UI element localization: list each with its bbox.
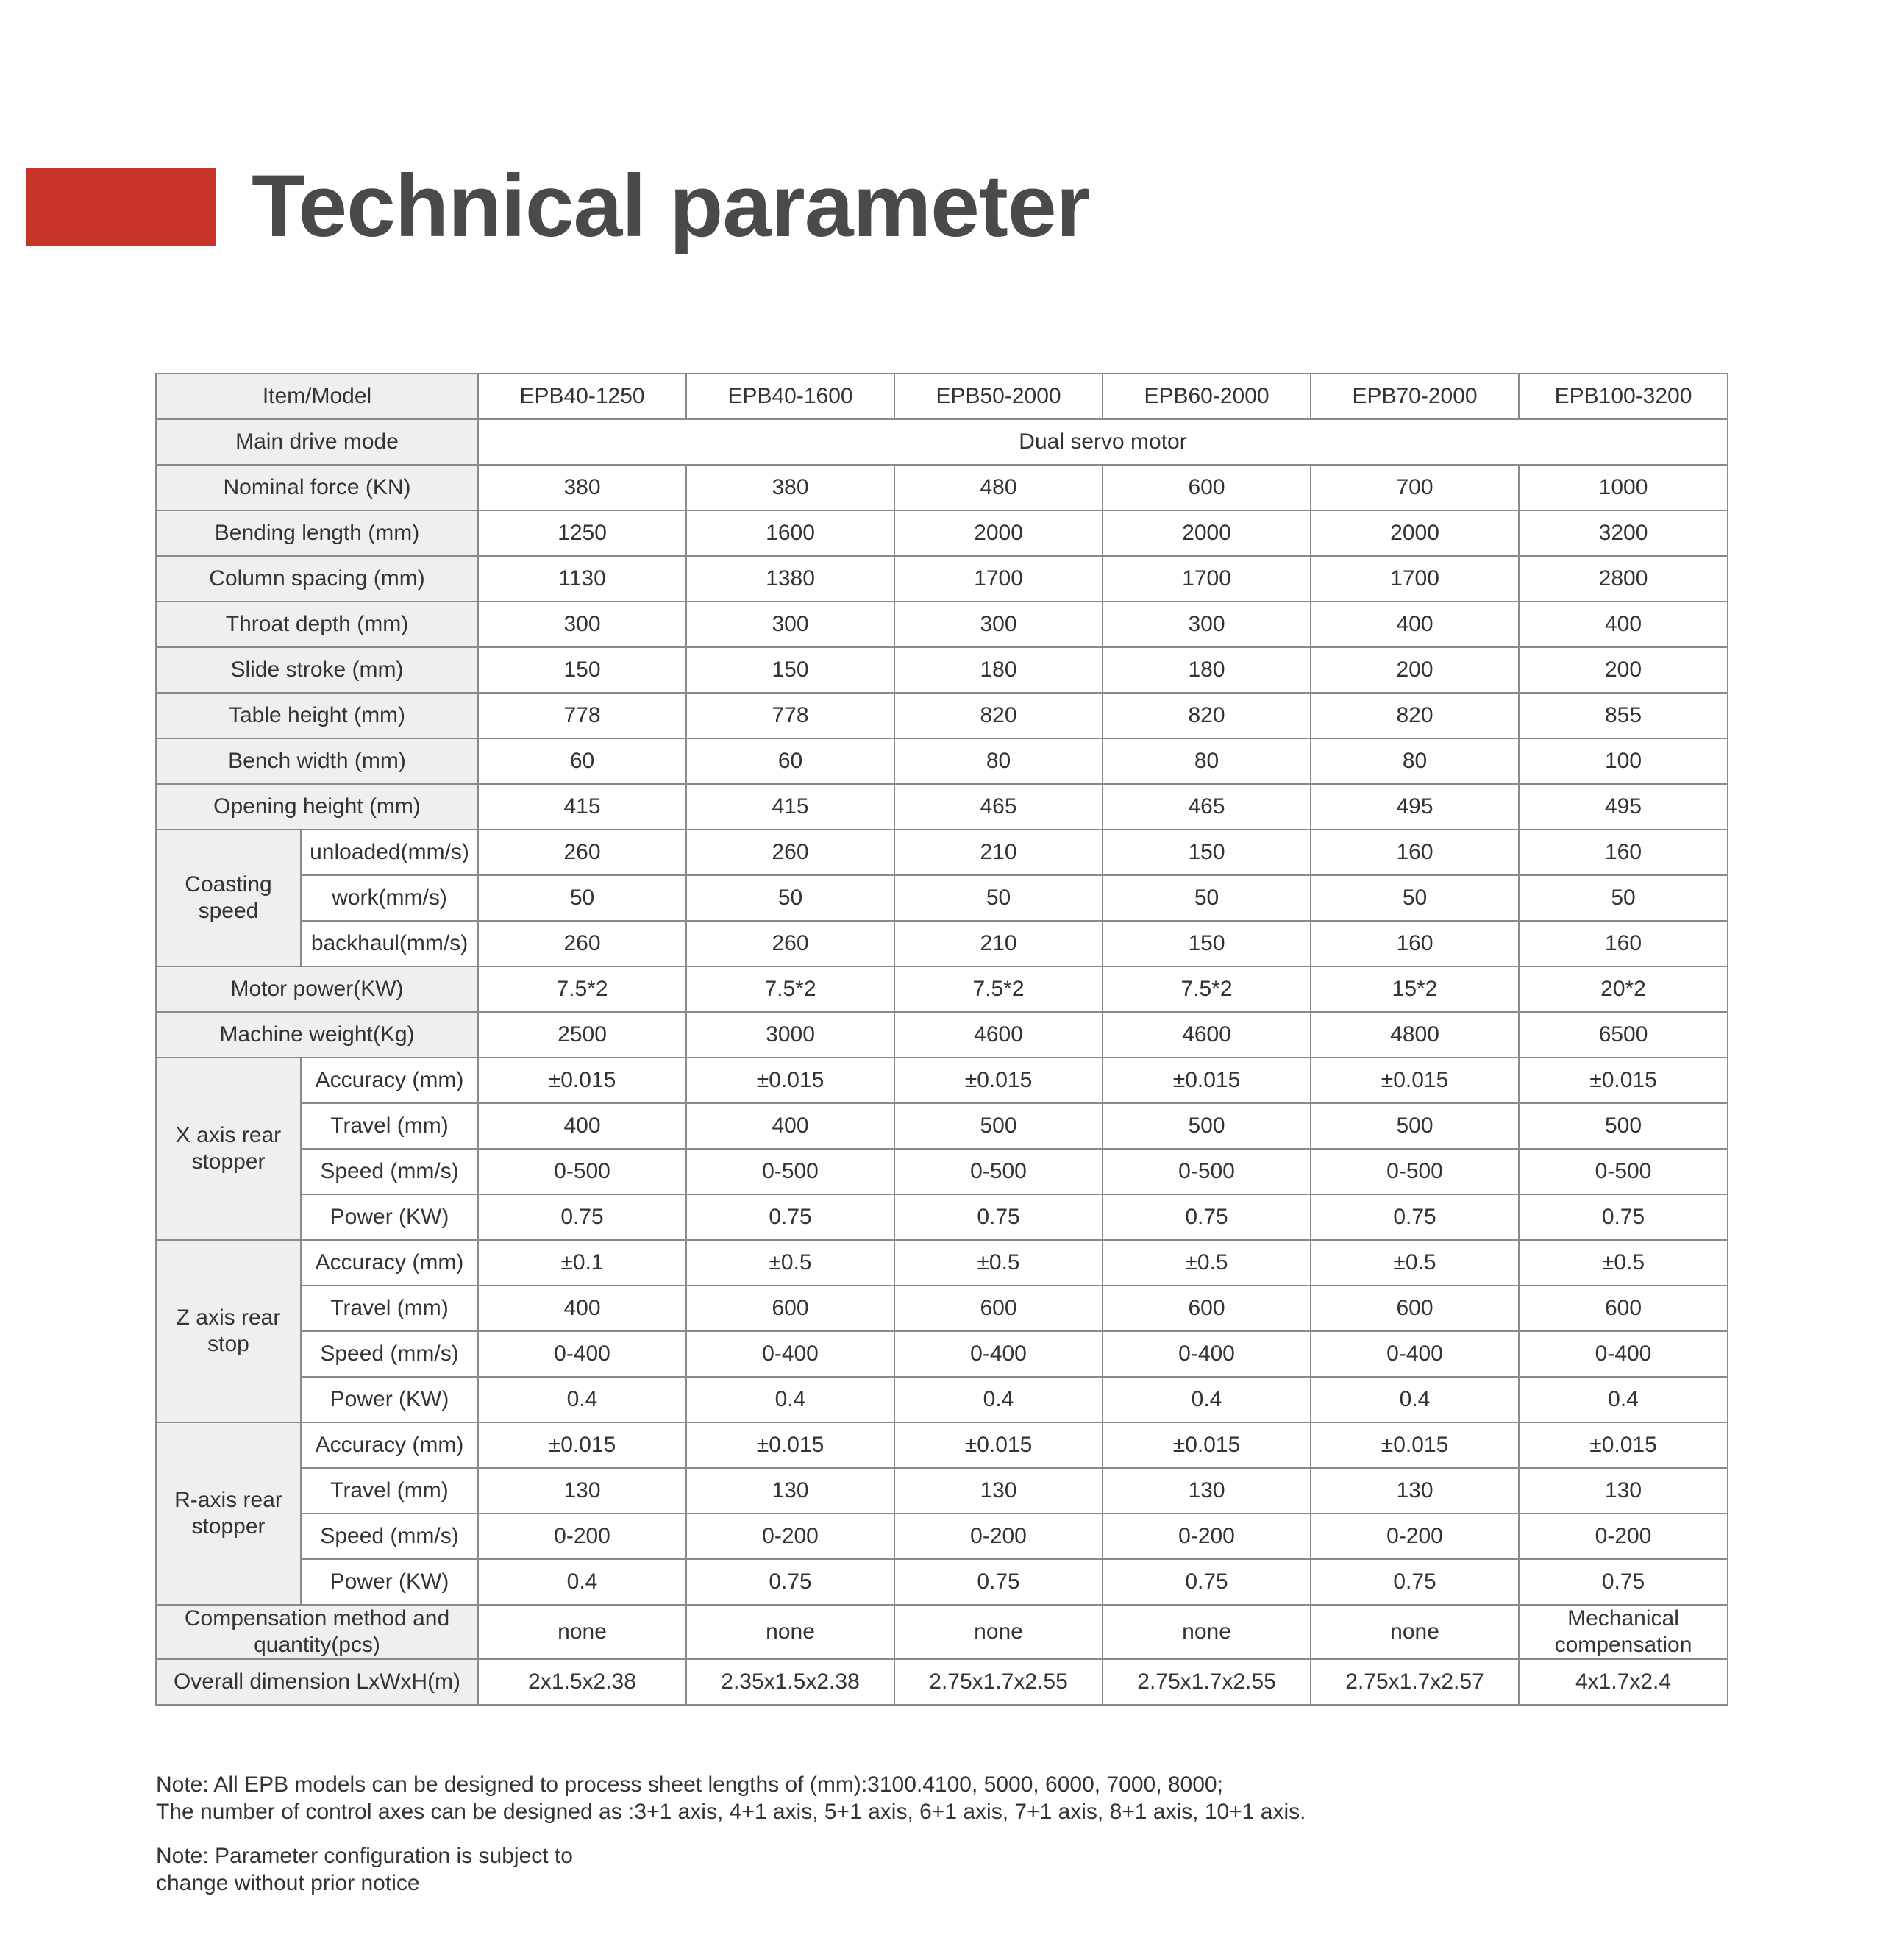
- value-cell: 130: [1311, 1468, 1519, 1514]
- value-cell: 130: [1519, 1468, 1728, 1514]
- table-row: [156, 1514, 1728, 1559]
- value-cell: 778: [478, 693, 686, 738]
- value-cell: 0-500: [478, 1149, 686, 1194]
- main-drive-value: Dual servo motor: [478, 419, 1728, 465]
- model-header: EPB40-1250: [478, 374, 686, 419]
- value-cell: ±0.015: [686, 1422, 894, 1468]
- value-cell: none: [894, 1605, 1103, 1659]
- value-cell: 2500: [478, 1012, 686, 1058]
- value-cell: 600: [1103, 1286, 1311, 1331]
- row-label: Table height (mm): [156, 693, 478, 738]
- value-cell: ±0.5: [1519, 1240, 1728, 1286]
- value-cell: 150: [1103, 921, 1311, 966]
- value-cell: 415: [686, 784, 894, 830]
- value-cell: 0-400: [478, 1331, 686, 1377]
- sub-row-label: Accuracy (mm): [301, 1240, 478, 1286]
- value-cell: 2.75x1.7x2.57: [1311, 1659, 1519, 1705]
- value-cell: ±0.5: [1311, 1240, 1519, 1286]
- value-cell: none: [686, 1605, 894, 1659]
- row-label: Overall dimension LxWxH(m): [156, 1659, 478, 1705]
- table-row: [156, 966, 1728, 1012]
- value-cell: 0.75: [686, 1559, 894, 1605]
- note-line-3: Note: Parameter configuration is subject to: [156, 1844, 573, 1868]
- value-cell: 1130: [478, 556, 686, 602]
- value-cell: 0-500: [686, 1149, 894, 1194]
- value-cell: 80: [1103, 738, 1311, 784]
- value-cell: 500: [1519, 1103, 1728, 1149]
- value-cell: 7.5*2: [478, 966, 686, 1012]
- table-row: [156, 1058, 1728, 1103]
- group-label: X axis rear stopper: [156, 1058, 301, 1240]
- value-cell: 180: [1103, 647, 1311, 693]
- sub-row-label: Power (KW): [301, 1194, 478, 1240]
- value-cell: ±0.015: [1519, 1058, 1728, 1103]
- group-label: Coasting speed: [156, 830, 301, 966]
- value-cell: 0-400: [686, 1331, 894, 1377]
- table-row: [156, 784, 1728, 830]
- value-cell: ±0.5: [1103, 1240, 1311, 1286]
- value-cell: 50: [1311, 875, 1519, 921]
- sub-row-label: work(mm/s): [301, 875, 478, 921]
- table-row: [156, 1559, 1728, 1605]
- value-cell: 1380: [686, 556, 894, 602]
- table-row: [156, 1468, 1728, 1514]
- value-cell: 160: [1311, 830, 1519, 875]
- value-cell: 0.75: [1311, 1559, 1519, 1605]
- sub-row-label: Speed (mm/s): [301, 1149, 478, 1194]
- value-cell: 60: [478, 738, 686, 784]
- value-cell: Mechanical compensation: [1519, 1605, 1728, 1659]
- value-cell: 500: [894, 1103, 1103, 1149]
- value-cell: 0-500: [1519, 1149, 1728, 1194]
- row-label: Opening height (mm): [156, 784, 478, 830]
- row-label: Throat depth (mm): [156, 602, 478, 647]
- value-cell: 1000: [1519, 465, 1728, 510]
- value-cell: 160: [1311, 921, 1519, 966]
- row-label: Bending length (mm): [156, 510, 478, 556]
- table-row: [156, 1194, 1728, 1240]
- table-row: [156, 1422, 1728, 1468]
- sub-row-label: backhaul(mm/s): [301, 921, 478, 966]
- page-title: Technical parameter: [252, 157, 1090, 255]
- value-cell: 0-200: [1103, 1514, 1311, 1559]
- value-cell: 6500: [1519, 1012, 1728, 1058]
- value-cell: 600: [1519, 1286, 1728, 1331]
- value-cell: 500: [1311, 1103, 1519, 1149]
- table-row: [156, 875, 1728, 921]
- value-cell: 4800: [1311, 1012, 1519, 1058]
- value-cell: 0.4: [478, 1377, 686, 1422]
- value-cell: 50: [894, 875, 1103, 921]
- value-cell: 7.5*2: [686, 966, 894, 1012]
- value-cell: 0.4: [894, 1377, 1103, 1422]
- table-row: [156, 602, 1728, 647]
- value-cell: 1700: [1311, 556, 1519, 602]
- table-row: [156, 693, 1728, 738]
- value-cell: 0.75: [1519, 1559, 1728, 1605]
- value-cell: 0-400: [1103, 1331, 1311, 1377]
- value-cell: 4x1.7x2.4: [1519, 1659, 1728, 1705]
- value-cell: 130: [894, 1468, 1103, 1514]
- value-cell: ±0.015: [1103, 1058, 1311, 1103]
- row-label: Column spacing (mm): [156, 556, 478, 602]
- value-cell: 0.75: [1103, 1559, 1311, 1605]
- spec-table: [155, 373, 1728, 1706]
- value-cell: ±0.015: [686, 1058, 894, 1103]
- value-cell: 130: [478, 1468, 686, 1514]
- table-row: [156, 556, 1728, 602]
- value-cell: 380: [478, 465, 686, 510]
- row-label: Motor power(KW): [156, 966, 478, 1012]
- sub-row-label: Power (KW): [301, 1377, 478, 1422]
- value-cell: 0.75: [894, 1194, 1103, 1240]
- header-item-model: Item/Model: [156, 374, 478, 419]
- value-cell: 260: [478, 921, 686, 966]
- value-cell: 0-200: [894, 1514, 1103, 1559]
- value-cell: 200: [1311, 647, 1519, 693]
- value-cell: 1600: [686, 510, 894, 556]
- value-cell: 400: [1519, 602, 1728, 647]
- sub-row-label: unloaded(mm/s): [301, 830, 478, 875]
- value-cell: ±0.015: [894, 1058, 1103, 1103]
- row-label: Bench width (mm): [156, 738, 478, 784]
- value-cell: 0-500: [1103, 1149, 1311, 1194]
- value-cell: 415: [478, 784, 686, 830]
- table-row: [156, 1103, 1728, 1149]
- value-cell: 300: [1103, 602, 1311, 647]
- value-cell: 60: [686, 738, 894, 784]
- table-row: [156, 1331, 1728, 1377]
- value-cell: 700: [1311, 465, 1519, 510]
- value-cell: 0.75: [1519, 1194, 1728, 1240]
- value-cell: 150: [478, 647, 686, 693]
- model-header: EPB100-3200: [1519, 374, 1728, 419]
- row-label: Compensation method and quantity(pcs): [156, 1605, 478, 1659]
- value-cell: 600: [894, 1286, 1103, 1331]
- value-cell: 20*2: [1519, 966, 1728, 1012]
- value-cell: ±0.015: [478, 1058, 686, 1103]
- value-cell: ±0.1: [478, 1240, 686, 1286]
- value-cell: ±0.015: [1311, 1422, 1519, 1468]
- value-cell: 50: [1519, 875, 1728, 921]
- value-cell: 495: [1519, 784, 1728, 830]
- value-cell: 200: [1519, 647, 1728, 693]
- model-header: EPB60-2000: [1103, 374, 1311, 419]
- value-cell: 150: [1103, 830, 1311, 875]
- title-accent-bar: [26, 168, 216, 246]
- value-cell: 0-400: [1519, 1331, 1728, 1377]
- value-cell: ±0.015: [478, 1422, 686, 1468]
- value-cell: 380: [686, 465, 894, 510]
- row-label: Machine weight(Kg): [156, 1012, 478, 1058]
- group-label: R-axis rear stopper: [156, 1422, 301, 1605]
- table-row: [156, 1377, 1728, 1422]
- group-label: Z axis rear stop: [156, 1240, 301, 1422]
- value-cell: 2x1.5x2.38: [478, 1659, 686, 1705]
- value-cell: 100: [1519, 738, 1728, 784]
- value-cell: 80: [894, 738, 1103, 784]
- value-cell: 3000: [686, 1012, 894, 1058]
- row-label: Nominal force (KN): [156, 465, 478, 510]
- value-cell: 1250: [478, 510, 686, 556]
- value-cell: 2.35x1.5x2.38: [686, 1659, 894, 1705]
- row-label: Slide stroke (mm): [156, 647, 478, 693]
- table-row: [156, 1149, 1728, 1194]
- value-cell: ±0.5: [894, 1240, 1103, 1286]
- sub-row-label: Speed (mm/s): [301, 1514, 478, 1559]
- value-cell: 3200: [1519, 510, 1728, 556]
- value-cell: 130: [686, 1468, 894, 1514]
- value-cell: 465: [1103, 784, 1311, 830]
- value-cell: 0-200: [478, 1514, 686, 1559]
- value-cell: 0.75: [894, 1559, 1103, 1605]
- sub-row-label: Travel (mm): [301, 1468, 478, 1514]
- table-row: [156, 1240, 1728, 1286]
- value-cell: 1700: [1103, 556, 1311, 602]
- value-cell: 160: [1519, 830, 1728, 875]
- value-cell: ±0.015: [1519, 1422, 1728, 1468]
- table-row: [156, 1605, 1728, 1659]
- value-cell: 820: [1103, 693, 1311, 738]
- table-row: [156, 1012, 1728, 1058]
- value-cell: 130: [1103, 1468, 1311, 1514]
- value-cell: 820: [894, 693, 1103, 738]
- value-cell: 2000: [1103, 510, 1311, 556]
- value-cell: none: [1103, 1605, 1311, 1659]
- note-line-2: The number of control axes can be designed as :3+1 axis, 4+1 axis, 5+1 axis, 6+1 axis, 7+1 axis, 8+1 axis, 10+1 axis.: [156, 1800, 1306, 1824]
- value-cell: 300: [894, 602, 1103, 647]
- value-cell: 180: [894, 647, 1103, 693]
- value-cell: 600: [686, 1286, 894, 1331]
- sub-row-label: Accuracy (mm): [301, 1058, 478, 1103]
- value-cell: 210: [894, 921, 1103, 966]
- value-cell: 260: [478, 830, 686, 875]
- model-header: EPB70-2000: [1311, 374, 1519, 419]
- value-cell: 400: [478, 1103, 686, 1149]
- model-header: EPB40-1600: [686, 374, 894, 419]
- value-cell: 160: [1519, 921, 1728, 966]
- value-cell: 400: [1311, 602, 1519, 647]
- value-cell: 2800: [1519, 556, 1728, 602]
- value-cell: 480: [894, 465, 1103, 510]
- value-cell: 15*2: [1311, 966, 1519, 1012]
- value-cell: 778: [686, 693, 894, 738]
- value-cell: 260: [686, 830, 894, 875]
- value-cell: none: [1311, 1605, 1519, 1659]
- sub-row-label: Accuracy (mm): [301, 1422, 478, 1468]
- value-cell: none: [478, 1605, 686, 1659]
- value-cell: 4600: [894, 1012, 1103, 1058]
- table-row: [156, 374, 1728, 419]
- value-cell: 7.5*2: [1103, 966, 1311, 1012]
- value-cell: 0-500: [1311, 1149, 1519, 1194]
- value-cell: 210: [894, 830, 1103, 875]
- value-cell: 0.4: [1311, 1377, 1519, 1422]
- note-line-1: Note: All EPB models can be designed to process sheet lengths of (mm):3100.4100, 5000, 6000, 7000, 8000;: [156, 1772, 1223, 1797]
- value-cell: 0.75: [1103, 1194, 1311, 1240]
- table-row: [156, 419, 1728, 465]
- value-cell: 1700: [894, 556, 1103, 602]
- value-cell: 7.5*2: [894, 966, 1103, 1012]
- value-cell: 50: [686, 875, 894, 921]
- value-cell: ±0.5: [686, 1240, 894, 1286]
- value-cell: 2000: [894, 510, 1103, 556]
- value-cell: 600: [1311, 1286, 1519, 1331]
- value-cell: 465: [894, 784, 1103, 830]
- value-cell: 0.4: [478, 1559, 686, 1605]
- value-cell: 300: [686, 602, 894, 647]
- table-row: [156, 465, 1728, 510]
- sub-row-label: Travel (mm): [301, 1103, 478, 1149]
- table-row: [156, 921, 1728, 966]
- value-cell: 50: [478, 875, 686, 921]
- value-cell: 0.4: [686, 1377, 894, 1422]
- row-label: Main drive mode: [156, 419, 478, 465]
- value-cell: ±0.015: [1103, 1422, 1311, 1468]
- value-cell: 0.75: [478, 1194, 686, 1240]
- sub-row-label: Speed (mm/s): [301, 1331, 478, 1377]
- sub-row-label: Travel (mm): [301, 1286, 478, 1331]
- value-cell: 0.75: [1311, 1194, 1519, 1240]
- value-cell: 400: [478, 1286, 686, 1331]
- table-row: [156, 738, 1728, 784]
- value-cell: 0.4: [1103, 1377, 1311, 1422]
- value-cell: 50: [1103, 875, 1311, 921]
- value-cell: 0-200: [1311, 1514, 1519, 1559]
- table-row: [156, 647, 1728, 693]
- value-cell: 0-400: [1311, 1331, 1519, 1377]
- value-cell: 855: [1519, 693, 1728, 738]
- value-cell: 300: [478, 602, 686, 647]
- value-cell: 4600: [1103, 1012, 1311, 1058]
- value-cell: 2.75x1.7x2.55: [894, 1659, 1103, 1705]
- value-cell: 260: [686, 921, 894, 966]
- table-row: [156, 510, 1728, 556]
- table-row: [156, 830, 1728, 875]
- value-cell: 400: [686, 1103, 894, 1149]
- value-cell: 820: [1311, 693, 1519, 738]
- value-cell: 80: [1311, 738, 1519, 784]
- value-cell: 150: [686, 647, 894, 693]
- table-row: [156, 1659, 1728, 1705]
- value-cell: ±0.015: [1311, 1058, 1519, 1103]
- value-cell: 0-200: [686, 1514, 894, 1559]
- value-cell: 0-400: [894, 1331, 1103, 1377]
- table-row: [156, 1286, 1728, 1331]
- sub-row-label: Power (KW): [301, 1559, 478, 1605]
- model-header: EPB50-2000: [894, 374, 1103, 419]
- value-cell: 600: [1103, 465, 1311, 510]
- value-cell: 2.75x1.7x2.55: [1103, 1659, 1311, 1705]
- value-cell: 0-200: [1519, 1514, 1728, 1559]
- value-cell: 0-500: [894, 1149, 1103, 1194]
- value-cell: 500: [1103, 1103, 1311, 1149]
- value-cell: ±0.015: [894, 1422, 1103, 1468]
- note-line-4: change without prior notice: [156, 1871, 420, 1895]
- value-cell: 495: [1311, 784, 1519, 830]
- value-cell: 0.4: [1519, 1377, 1728, 1422]
- value-cell: 0.75: [686, 1194, 894, 1240]
- value-cell: 2000: [1311, 510, 1519, 556]
